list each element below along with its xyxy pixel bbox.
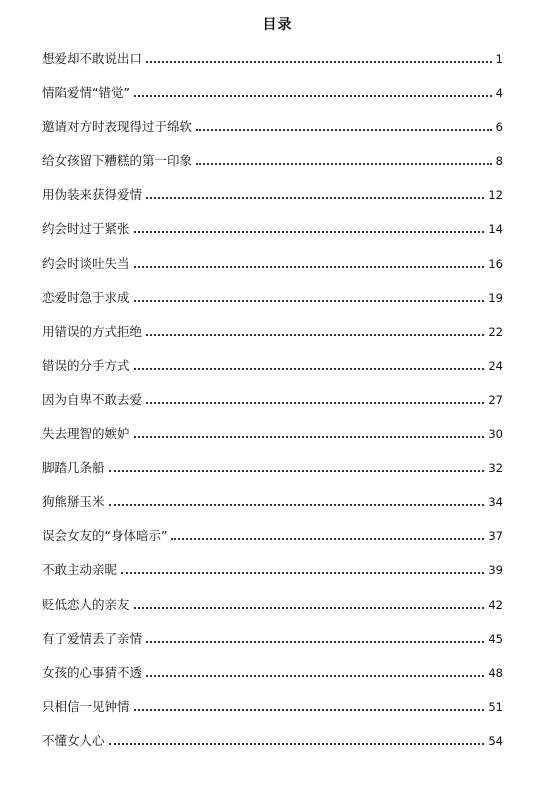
toc-entry[interactable] [42,219,503,253]
toc-page-number: 8 [495,154,503,169]
toc-page-number: 48 [488,665,503,680]
toc-entry-title: 用伪装来获得爱情 [42,187,143,203]
toc-page-number: 54 [488,733,503,748]
dot-leader [146,402,484,404]
toc-entry-title: 用错误的方式拒绝 [42,323,143,339]
dot-leader [134,709,485,711]
toc-page-number: 14 [488,222,503,237]
toc-page-number: 45 [488,631,503,646]
toc-page-number: 6 [495,120,503,135]
toc-page-number: 30 [488,427,503,442]
toc-page-number: 19 [488,290,503,305]
toc-entry-title: 女孩的心事猜不透 [42,664,143,680]
toc-entry-title: 约会时谈吐失当 [42,255,130,271]
dot-leader [134,607,485,609]
toc-entry[interactable] [42,629,503,663]
toc-entry[interactable] [42,322,503,356]
toc-entry-title: 不敢主动亲昵 [42,562,118,578]
toc-entry-title: 给女孩留下糟糕的第一印象 [42,153,193,169]
toc-entry[interactable] [42,526,503,560]
toc-entry-title: 狗熊掰玉米 [42,494,105,510]
dot-leader [146,197,484,199]
dot-leader [134,300,485,302]
toc-entry[interactable] [42,663,503,697]
toc-page-number: 1 [495,52,503,66]
toc-page-number: 22 [488,324,503,339]
toc-entry-title: 恋爱时急于求成 [42,289,130,305]
toc-entry[interactable] [42,288,503,322]
toc-entry[interactable] [42,390,503,424]
toc-entry-title: 邀请对方时表现得过于绵软 [42,119,193,135]
toc-page-number: 39 [488,563,503,578]
dot-leader [109,470,485,472]
dot-leader [146,675,484,677]
toc-entry[interactable] [42,356,503,390]
toc-entry-title: 约会时过于紧张 [42,221,130,237]
toc-entry-title: 错误的分手方式 [42,357,130,373]
toc-page-number: 12 [488,188,503,203]
toc-entry[interactable] [42,424,503,458]
toc-page-number: 16 [488,256,503,271]
dot-leader [146,334,484,336]
dot-leader [171,538,484,540]
toc-entry-title: 不懂女人心 [42,732,105,748]
toc-entry[interactable] [42,492,503,526]
dot-leader [134,231,485,233]
toc-entry-title: 脚踏几条船 [42,460,105,476]
page-title: 目录 [262,17,293,33]
dot-leader [196,129,492,131]
toc-entry[interactable] [42,458,503,492]
toc-entry-title: 情陷爱情“错觉” [42,85,130,101]
toc-entry-title: 有了爱情丢了亲情 [42,630,143,646]
dot-leader [196,163,492,165]
dot-leader [134,436,485,438]
toc-entry-title: 贬低恋人的亲友 [42,596,130,612]
toc-page-number: 42 [488,597,503,612]
toc-page-number: 51 [488,699,503,714]
toc-entry[interactable] [42,83,503,117]
toc-entry[interactable] [42,560,503,594]
dot-leader [134,95,492,97]
dot-leader [134,266,485,268]
toc-entry[interactable] [42,595,503,629]
toc-entry-title: 想爱却不敢说出口 [42,51,143,66]
table-of-contents [42,49,503,765]
dot-leader [109,743,485,745]
toc-entry[interactable] [42,254,503,288]
toc-entry-title: 只相信一见钟情 [42,698,130,714]
toc-entry-title: 因为自卑不敢去爱 [42,391,143,407]
toc-entry-title: 误会女友的“身体暗示” [42,528,168,544]
toc-entry[interactable] [42,49,503,83]
toc-page-number: 37 [488,529,503,544]
toc-entry-title: 失去理智的嫉妒 [42,426,130,442]
toc-page-number: 4 [495,86,503,101]
toc-page-number: 34 [488,495,503,510]
dot-leader [146,61,492,63]
toc-entry[interactable] [42,697,503,731]
dot-leader [134,368,485,370]
toc-entry[interactable] [42,731,503,765]
dot-leader [121,572,484,574]
toc-page-number: 32 [488,461,503,476]
toc-page-number: 24 [488,358,503,373]
toc-entry[interactable] [42,185,503,219]
dot-leader [146,641,484,643]
toc-page-number: 27 [488,392,503,407]
dot-leader [109,504,485,506]
toc-entry[interactable] [42,117,503,151]
toc-entry[interactable] [42,151,503,185]
